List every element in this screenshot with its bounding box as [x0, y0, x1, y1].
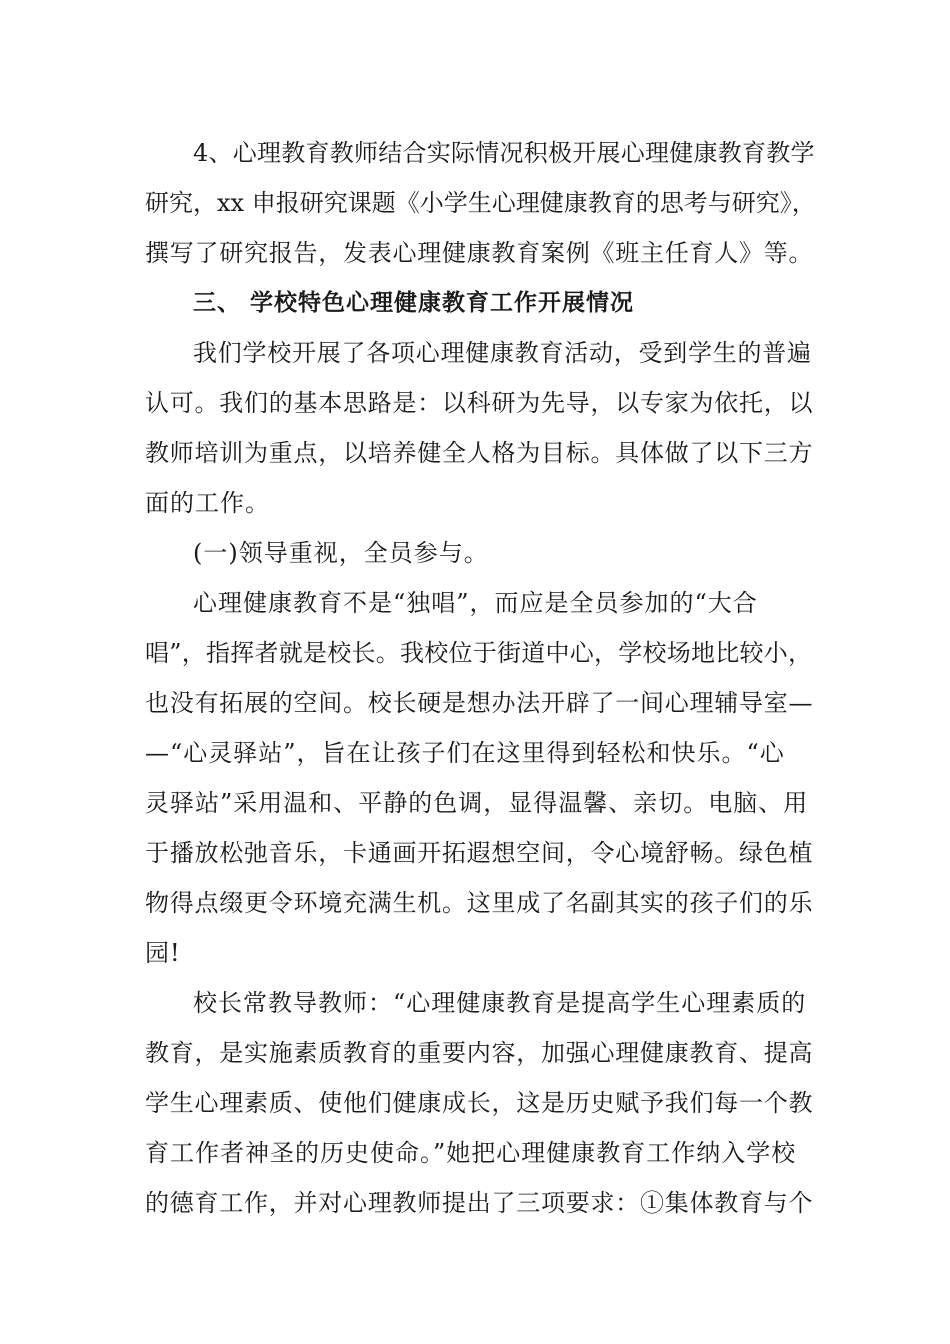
- paragraph-line: —“心灵驿站”，旨在让孩子们在这里得到轻松和快乐。“心: [145, 739, 785, 767]
- paragraph-line: 教育，是实施素质教育的重要内容，加强心理健康教育、提高: [145, 1039, 814, 1067]
- paragraph-line: 我们学校开展了各项心理健康教育活动，受到学生的普遍: [193, 339, 812, 367]
- paragraph-line: 也没有拓展的空间。校长硬是想办法开辟了一间心理辅导室—: [145, 689, 814, 717]
- paragraph-line: 4、心理教育教师结合实际情况积极开展心理健康教育教学: [193, 139, 815, 167]
- paragraph-line: 面的工作。: [145, 489, 270, 517]
- paragraph-line: 园!: [145, 939, 181, 967]
- paragraph-line: 研究，xx 申报研究课题《小学生心理健康教育的思考与研究》，: [145, 189, 816, 217]
- paragraph-line: 心理健康教育不是“独唱”，而应是全员参加的“大合: [193, 589, 758, 617]
- paragraph-line: 学生心理素质、使他们健康成长，这是历史赋予我们每一个教: [145, 1089, 814, 1117]
- paragraph-line: 唱”，指挥者就是校长。我校位于街道中心，学校场地比较小，: [145, 639, 813, 667]
- section-heading: 三、 学校特色心理健康教育工作开展情况: [193, 290, 635, 316]
- paragraph-line: 灵驿站”采用温和、平静的色调，显得温馨、亲切。电脑、用: [145, 789, 809, 817]
- paragraph-line: 育工作者神圣的历史使命。”她把心理健康教育工作纳入学校: [145, 1139, 797, 1167]
- subsection-heading: (一)领导重视，全员参与。: [193, 539, 489, 567]
- paragraph-line: 物得点缀更令环境充满生机。这里成了名副其实的孩子们的乐: [145, 889, 814, 917]
- paragraph-line: 校长常教导教师：“心理健康教育是提高学生心理素质的: [193, 989, 807, 1017]
- paragraph-line: 撰写了研究报告，发表心理健康教育案例《班主任育人》等。: [145, 239, 814, 267]
- paragraph-line: 的德育工作，并对心理教师提出了三项要求：①集体教育与个: [145, 1189, 814, 1217]
- paragraph-line: 教师培训为重点，以培养健全人格为目标。具体做了以下三方: [145, 439, 814, 467]
- paragraph-line: 认可。我们的基本思路是：以科研为先导，以专家为依托，以: [145, 389, 814, 417]
- paragraph-line: 于播放松弛音乐，卡通画开拓遐想空间，令心境舒畅。绿色植: [145, 839, 814, 867]
